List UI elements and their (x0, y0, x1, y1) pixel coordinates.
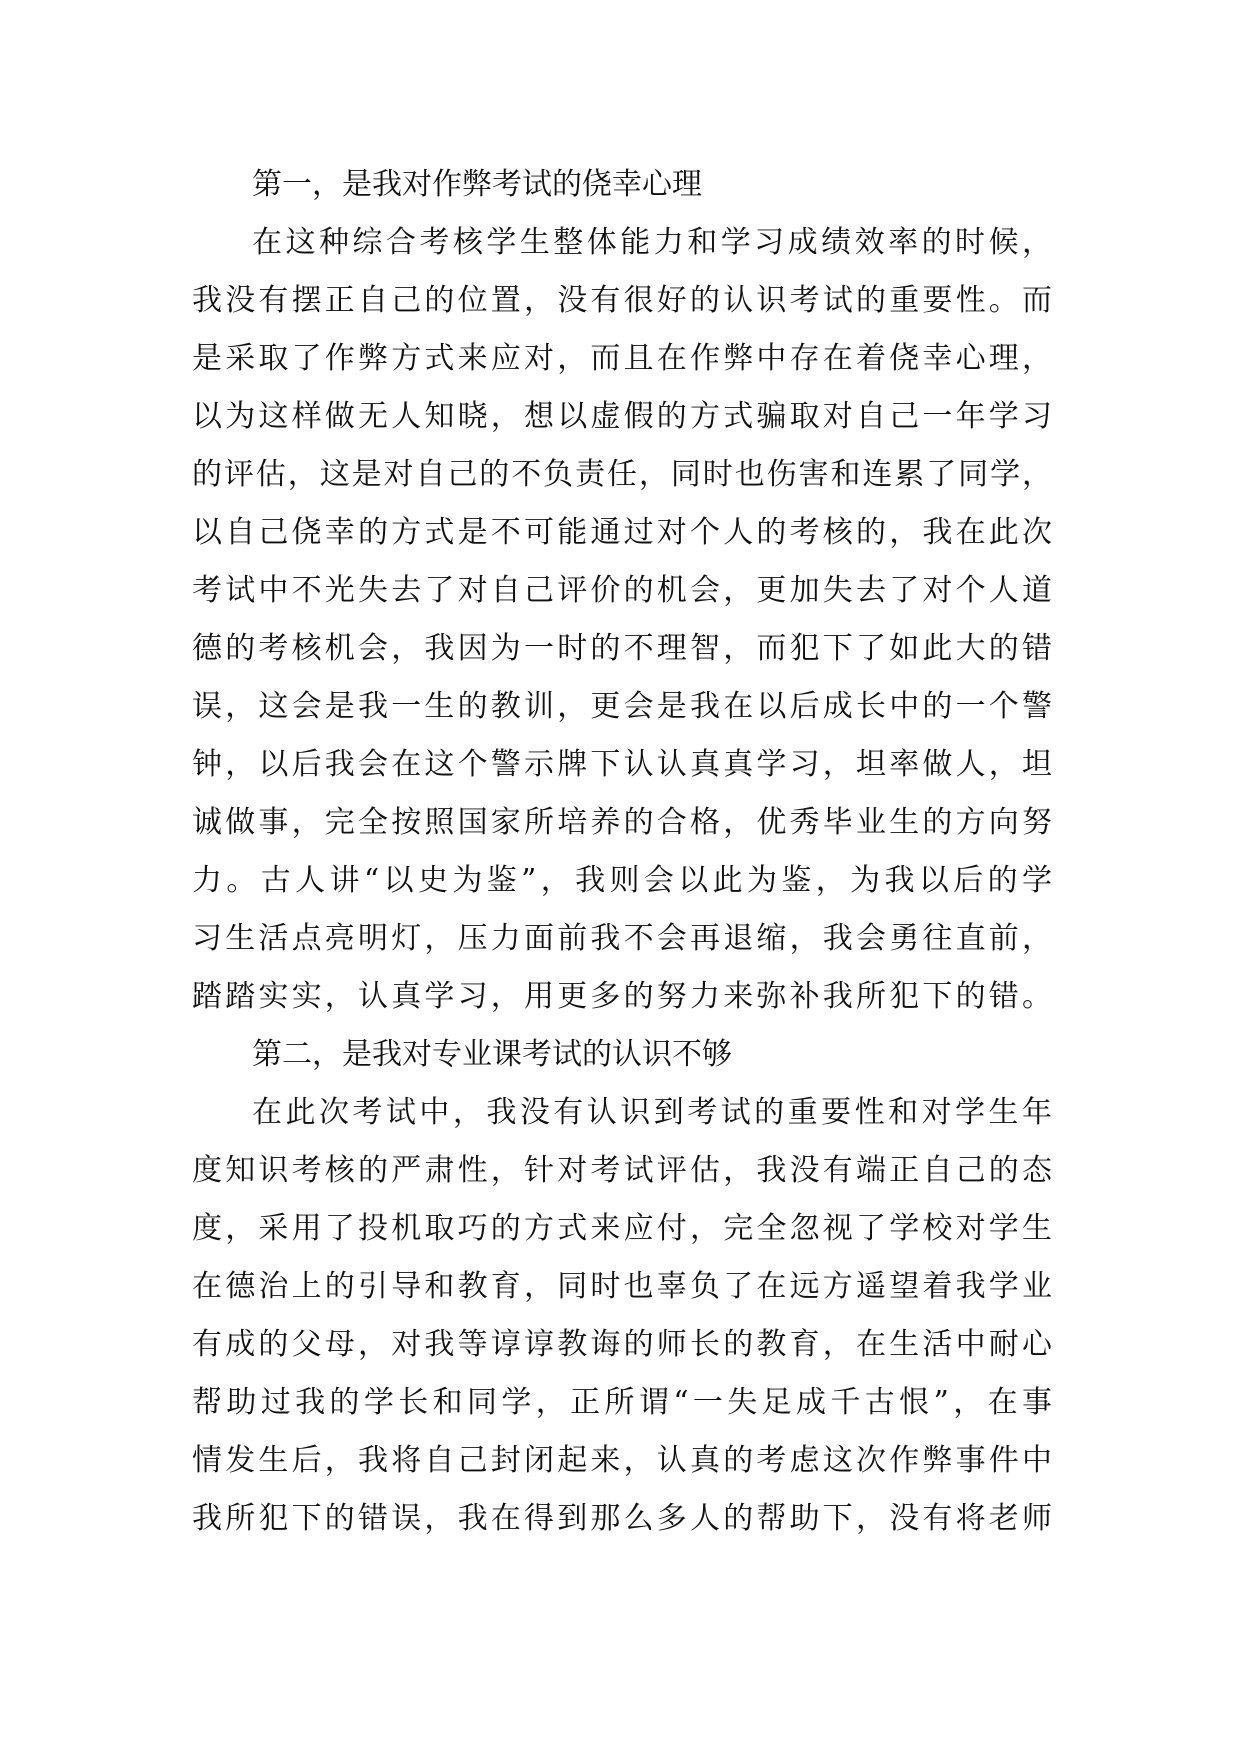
paragraph-line: 在德治上的引导和教育，同时也辜负了在远方遥望着我学业 (192, 1269, 1052, 1304)
paragraph-line: 情发生后，我将自己封闭起来，认真的考虑这次作弊事件中 (192, 1443, 1052, 1478)
paragraph-line: 以为这样做无人知晓，想以虚假的方式骗取对自己一年学习 (192, 399, 1052, 434)
paragraph-line: 习生活点亮明灯，压力面前我不会再退缩，我会勇往直前， (192, 921, 1052, 956)
paragraph-line: 我所犯下的错误，我在得到那么多人的帮助下，没有将老师 (192, 1501, 1052, 1536)
document-body (192, 156, 1052, 1548)
section-heading-1: 第一，是我对作弊考试的侥幸心理 (252, 167, 702, 202)
paragraph-line: 钟，以后我会在这个警示牌下认认真真学习，坦率做人，坦 (192, 747, 1052, 782)
paragraph-line: 有成的父母，对我等谆谆教诲的师长的教育，在生活中耐心 (192, 1327, 1052, 1362)
paragraph-line: 度知识考核的严肃性，针对考试评估，我没有端正自己的态 (192, 1153, 1052, 1188)
paragraph-line: 我没有摆正自己的位置，没有很好的认识考试的重要性。而 (192, 283, 1052, 318)
paragraph-line: 德的考核机会，我因为一时的不理智，而犯下了如此大的错 (192, 631, 1052, 666)
paragraph-line: 力。古人讲“以史为鉴”，我则会以此为鉴，为我以后的学 (192, 863, 1052, 898)
paragraph-line: 诚做事，完全按照国家所培养的合格，优秀毕业生的方向努 (192, 805, 1052, 840)
paragraph-line: 以自己侥幸的方式是不可能通过对个人的考核的，我在此次 (192, 515, 1052, 550)
paragraph-line: 误，这会是我一生的教训，更会是我在以后成长中的一个警 (192, 689, 1052, 724)
paragraph-line: 考试中不光失去了对自己评价的机会，更加失去了对个人道 (192, 573, 1052, 608)
paragraph-line: 在此次考试中，我没有认识到考试的重要性和对学生年 (252, 1095, 1052, 1130)
paragraph-line: 度，采用了投机取巧的方式来应付，完全忽视了学校对学生 (192, 1211, 1052, 1246)
paragraph-line: 帮助过我的学长和同学，正所谓“一失足成千古恨”，在事 (192, 1385, 1052, 1420)
section-heading-2: 第二，是我对专业课考试的认识不够 (252, 1037, 732, 1072)
paragraph-line: 是采取了作弊方式来应对，而且在作弊中存在着侥幸心理， (192, 341, 1052, 376)
paragraph-line: 的评估，这是对自己的不负责任，同时也伤害和连累了同学， (192, 457, 1052, 492)
paragraph-line: 在这种综合考核学生整体能力和学习成绩效率的时候， (252, 225, 1052, 260)
paragraph-line: 踏踏实实，认真学习，用更多的努力来弥补我所犯下的错。 (192, 979, 1052, 1014)
